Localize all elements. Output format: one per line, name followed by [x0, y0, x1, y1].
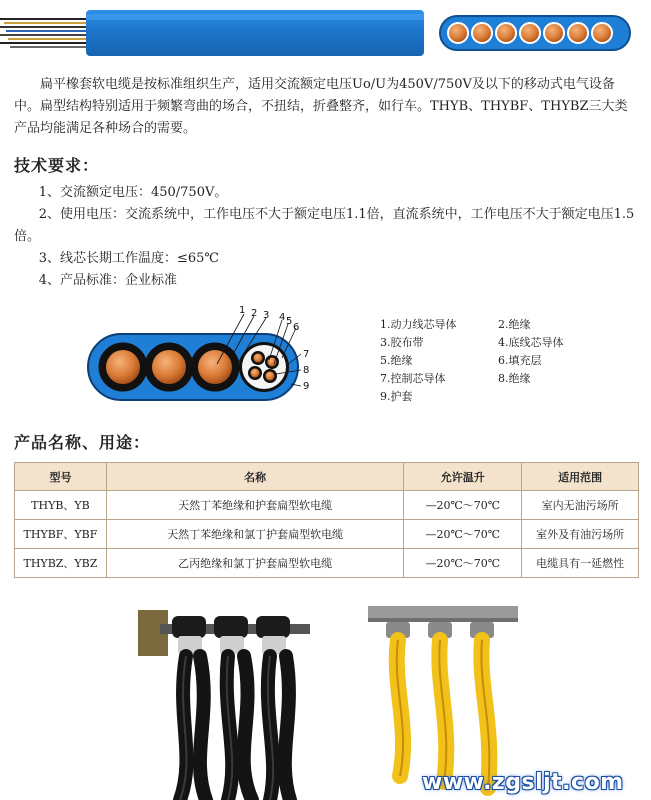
callout-1: 1	[239, 306, 246, 316]
website-watermark: www.zgsljt.com	[422, 770, 624, 795]
cell-temp: —20℃～70℃	[404, 520, 522, 549]
cell-model: THYBZ、YBZ	[15, 549, 107, 578]
cell-name: 天然丁苯绝缘和护套扁型软电缆	[106, 491, 403, 520]
cell-temp: —20℃～70℃	[404, 491, 522, 520]
cell-scope: 电缆具有一延燃性	[522, 549, 639, 578]
callout-8: 8	[303, 365, 310, 376]
cable-cross-section-diagram	[86, 306, 326, 406]
callout-9: 9	[303, 381, 310, 392]
cell-name: 天然丁苯绝缘和氯丁护套扁型软电缆	[106, 520, 403, 549]
legend-item: 9.护套	[380, 390, 413, 403]
cross-section-legend	[380, 316, 616, 406]
cell-model: THYBF、YBF	[15, 520, 107, 549]
products-table	[14, 462, 639, 578]
legend-item: 2.绝缘	[498, 318, 531, 331]
legend-item: 8.绝缘	[498, 372, 531, 385]
callout-4: 4	[279, 312, 286, 323]
cell-name: 乙丙绝缘和氯丁护套扁型软电缆	[106, 549, 403, 578]
legend-item: 7.控制芯导体	[380, 372, 446, 385]
legend-item: 6.填充层	[498, 354, 542, 367]
callout-6: 6	[293, 322, 300, 333]
tech-item-temperature: 3、线芯长期工作温度：≤65℃	[38, 251, 219, 266]
tech-item-usage-voltage: 2、使用电压：交流系统中，工作电压不大于额定电压1.1倍，直流系统中，工作电压不大于额定电压1.5倍。	[14, 207, 635, 244]
table-row	[15, 520, 639, 549]
legend-item: 4.底线芯导体	[498, 336, 564, 349]
callout-3: 3	[263, 310, 270, 321]
table-row	[15, 549, 639, 578]
table-row	[15, 491, 639, 520]
table-header-row	[15, 463, 639, 491]
wire-fan	[0, 18, 90, 48]
legend-item	[498, 388, 616, 406]
intro-paragraph: 扁平橡套软电缆是按标准组织生产，适用交流额定电压Uo/U为450V/750V及以下的移动式电气设备中。扁型结构特别适用于频繁弯曲的场合，不扭结，折叠整齐，如行车。THYB、THYBF、THYBZ三大类产品均能满足各种场合的需要。	[14, 77, 628, 136]
legend-item: 3.胶布带	[380, 336, 424, 349]
cell-model: THYB、YB	[15, 491, 107, 520]
col-header-temp: 允许温升	[404, 463, 522, 491]
cell-scope: 室内无油污场所	[522, 491, 639, 520]
cell-scope: 室外及有油污场所	[522, 520, 639, 549]
tech-requirements-heading: 技术要求：	[14, 156, 100, 175]
cell-temp: —20℃～70℃	[404, 549, 522, 578]
black-cable-photo	[138, 610, 310, 800]
yellow-cable-photo	[368, 606, 518, 788]
cable-end-profile	[440, 16, 630, 50]
callout-2: 2	[251, 308, 258, 319]
tech-requirements-list	[14, 182, 639, 292]
legend-item: 1.动力线芯导体	[380, 318, 457, 331]
tech-item-voltage: 1、交流额定电压：450/750V。	[38, 185, 228, 200]
col-header-model: 型号	[15, 463, 107, 491]
tech-item-standard: 4、产品标准：企业标准	[38, 273, 177, 288]
flat-cable-hero-image	[0, 0, 651, 68]
col-header-scope: 适用范围	[522, 463, 639, 491]
col-header-name: 名称	[106, 463, 403, 491]
callout-5: 5	[286, 316, 293, 327]
callout-7: 7	[303, 349, 310, 360]
products-heading: 产品名称、用途：	[14, 433, 151, 452]
legend-item: 5.绝缘	[380, 354, 413, 367]
